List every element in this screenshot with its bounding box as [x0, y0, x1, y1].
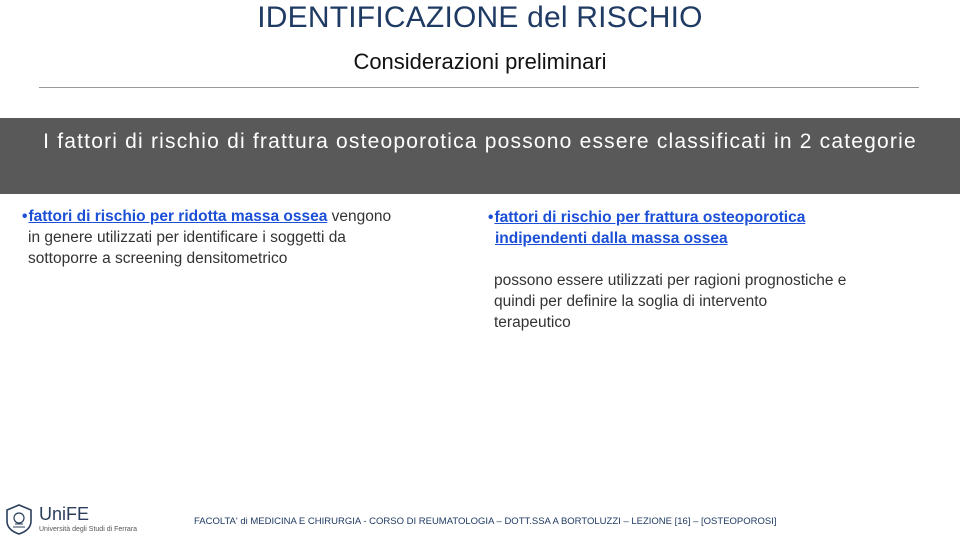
right-bullet-term-1: fattori di rischio per frattura osteoporotica: [494, 209, 806, 226]
right-bullet-line-3-text: terapeutico: [494, 314, 571, 331]
logo-subtitle: Università degli Studi di Ferrara: [39, 526, 138, 533]
slide-subtitle: Considerazioni preliminari: [353, 49, 607, 74]
left-bullet-line1-rest: vengono: [327, 208, 392, 225]
title-divider: [39, 87, 919, 88]
right-bullet-line-1-text: possono essere utilizzati per ragioni prognostiche e: [494, 272, 847, 289]
right-bullet-block: [488, 207, 928, 333]
slide-title: IDENTIFICAZIONE del RISCHIO: [257, 1, 703, 34]
bullet-marker: •: [488, 209, 494, 226]
spacer: [488, 249, 928, 270]
category-banner: I fattori di rischio di frattura osteoporotica possono essere classificati in 2 categorie: [0, 118, 960, 194]
left-bullet-line-3: sottoporre a screening densitometrico: [28, 250, 288, 267]
university-logo: [4, 503, 154, 537]
left-bullet-term: fattori di rischio per ridotta massa ossea: [28, 208, 328, 225]
footer-course-info: FACOLTA' di MEDICINA E CHIRURGIA - CORSO DI REUMATOLOGIA – DOTT.SSA A BORTOLUZZI – LEZIONE [16] – [OSTEOPOROSI]: [194, 516, 777, 527]
right-bullet-line-2-text: quindi per definire la soglia di intervento: [494, 293, 768, 310]
right-bullet-line-1: [488, 207, 928, 228]
university-crest-icon: [4, 503, 34, 536]
right-bullet-term-2: indipendenti dalla massa ossea: [495, 230, 728, 247]
bullet-marker: •: [22, 208, 28, 225]
left-bullet-line-1: [22, 206, 452, 227]
logo-name: UniFE: [39, 504, 90, 524]
left-bullet-block: [22, 206, 452, 269]
left-bullet-line-2: in genere utilizzati per identificare i soggetti da: [28, 229, 346, 246]
